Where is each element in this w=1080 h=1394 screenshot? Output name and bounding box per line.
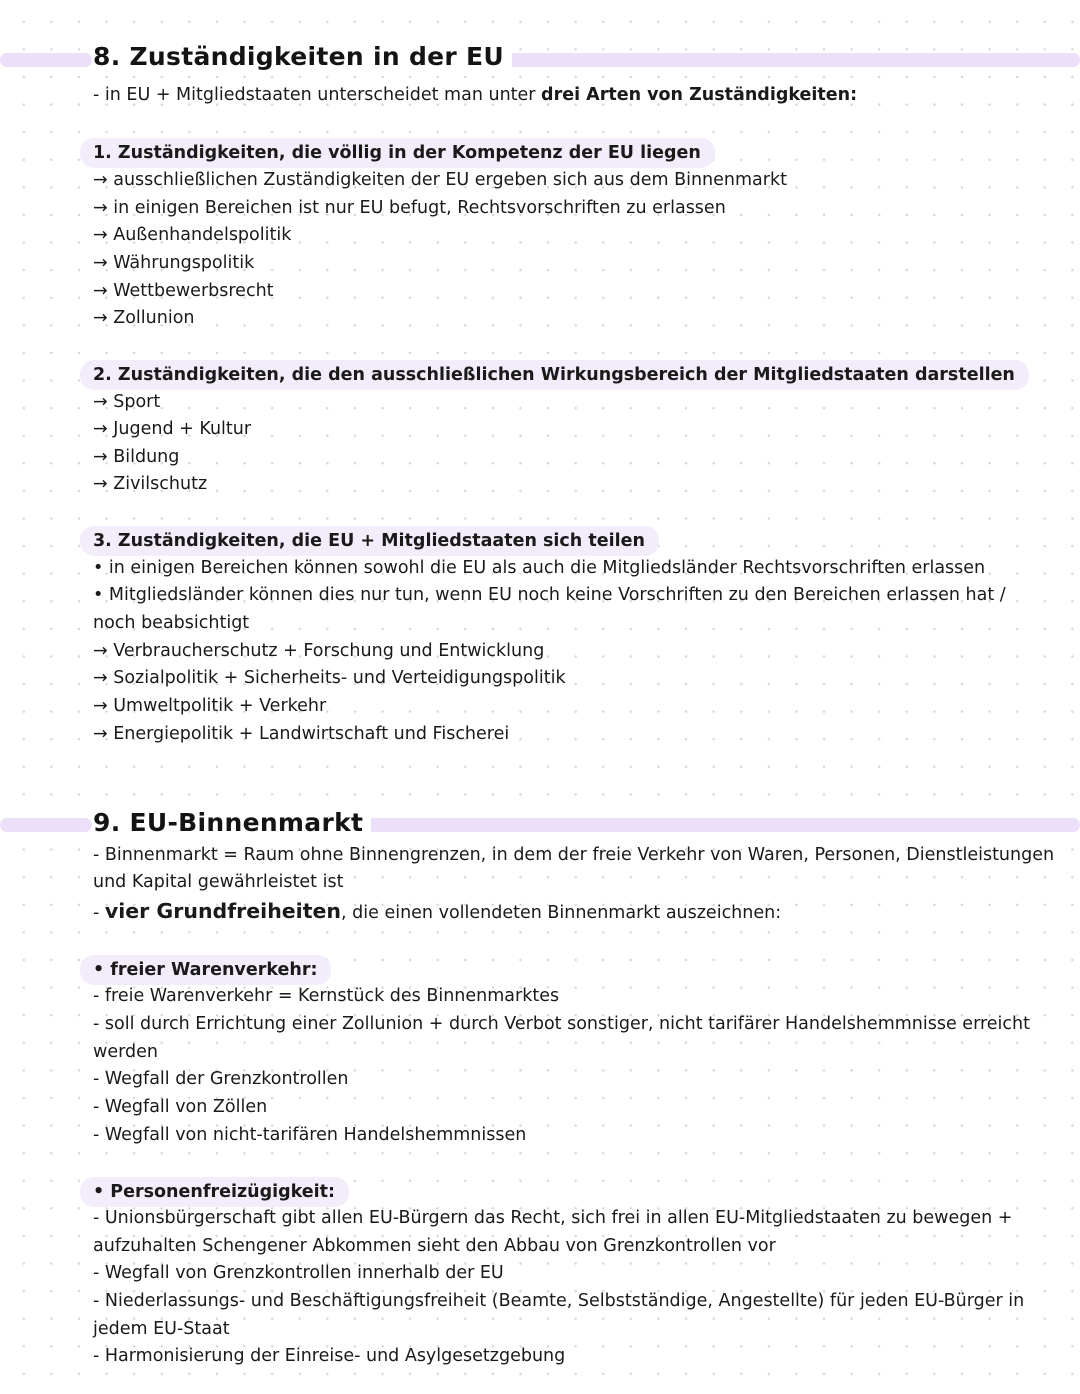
heading-highlight-bar-left [0,53,92,67]
sub3-line: → Energiepolitik + Landwirtschaft und Fischerei [93,724,510,744]
sub2-line: → Jugend + Kultur [93,419,252,439]
personen-line: - Niederlassungs- und Beschäftigungsfreiheit (Beamte, Selbstständige, Angestellte) für jeden EU-Bürger in [93,1291,1025,1311]
sub1-line: → Zollunion [93,308,195,328]
sub1-line: → in einigen Bereichen ist nur EU befugt, Rechtsvorschriften zu erlassen [93,198,726,218]
personen-line: - Unionsbürgerschaft gibt allen EU-Bürgern das Recht, sich frei in allen EU-Mitgliedstaaten zu bewegen + [93,1208,1013,1228]
sub1-heading: 1. Zuständigkeiten, die völlig in der Kompetenz der EU liegen [80,138,715,168]
sub1-line: → Währungspolitik [93,253,255,273]
sub2-line: → Bildung [93,447,180,467]
sub3-line: noch beabsichtigt [93,613,250,633]
waren-heading: • freier Warenverkehr: [80,955,331,985]
personen-heading: • Personenfreizügigkeit: [80,1177,349,1207]
waren-line: werden [93,1042,158,1062]
waren-line: - soll durch Errichtung einer Zollunion + durch Verbot sonstiger, nicht tarifärer Handelshemmnisse erreicht [93,1014,1030,1034]
sub1-line: → Wettbewerbsrecht [93,281,274,301]
waren-line: - Wegfall von nicht-tarifären Handelshemmnissen [93,1125,527,1145]
sub2-line: → Sport [93,392,161,412]
binnenmarkt-definition: - Binnenmarkt = Raum ohne Binnengrenzen, in dem der freie Verkehr von Waren, Personen, Dienstleistungen [93,845,1055,865]
heading-highlight-bar-right [328,818,1080,832]
waren-line: - freie Warenverkehr = Kernstück des Binnenmarktes [93,986,560,1006]
sub1-line: → Außenhandelspolitik [93,225,292,245]
personen-line: - Harmonisierung der Einreise- und Asylgesetzgebung [93,1346,566,1366]
sub2-line: → Zivilschutz [93,474,208,494]
sub1-line: → ausschließlichen Zuständigkeiten der EU ergeben sich aus dem Binnenmarkt [93,170,787,190]
sub2-heading: 2. Zuständigkeiten, die den ausschließlichen Wirkungsbereich der Mitgliedstaaten darstellen [80,360,1029,390]
section-8-title: 8. Zuständigkeiten in der EU [93,40,512,74]
personen-line: - Wegfall von Grenzkontrollen innerhalb der EU [93,1263,504,1283]
section-9-title: 9. EU-Binnenmarkt [93,806,371,840]
four-freedoms-line: - vier Grundfreiheiten, die einen vollendeten Binnenmarkt auszeichnen: [93,899,782,923]
heading-highlight-bar-right [460,53,1080,67]
personen-line: jedem EU-Staat [93,1319,230,1339]
sub3-line: → Sozialpolitik + Sicherheits- und Verteidigungspolitik [93,668,566,688]
waren-line: - Wegfall der Grenzkontrollen [93,1069,349,1089]
heading-highlight-bar-left [0,818,92,832]
sub3-heading: 3. Zuständigkeiten, die EU + Mitgliedstaaten sich teilen [80,526,659,556]
section-8-intro: - in EU + Mitgliedstaaten unterscheidet man unter drei Arten von Zuständigkeiten: [93,85,858,105]
sub3-line: → Umweltpolitik + Verkehr [93,696,327,716]
sub3-line: → Verbraucherschutz + Forschung und Entwicklung [93,641,545,661]
personen-line: aufzuhalten Schengener Abkommen sieht den Abbau von Grenzkontrollen vor [93,1236,776,1256]
waren-line: - Wegfall von Zöllen [93,1097,268,1117]
sub3-line: • in einigen Bereichen können sowohl die EU als auch die Mitgliedsländer Rechtsvorschriften erlassen [93,558,986,578]
sub3-line: • Mitgliedsländer können dies nur tun, wenn EU noch keine Vorschriften zu den Bereichen erlassen hat / [93,585,1006,605]
binnenmarkt-definition: und Kapital gewährleistet ist [93,872,344,892]
